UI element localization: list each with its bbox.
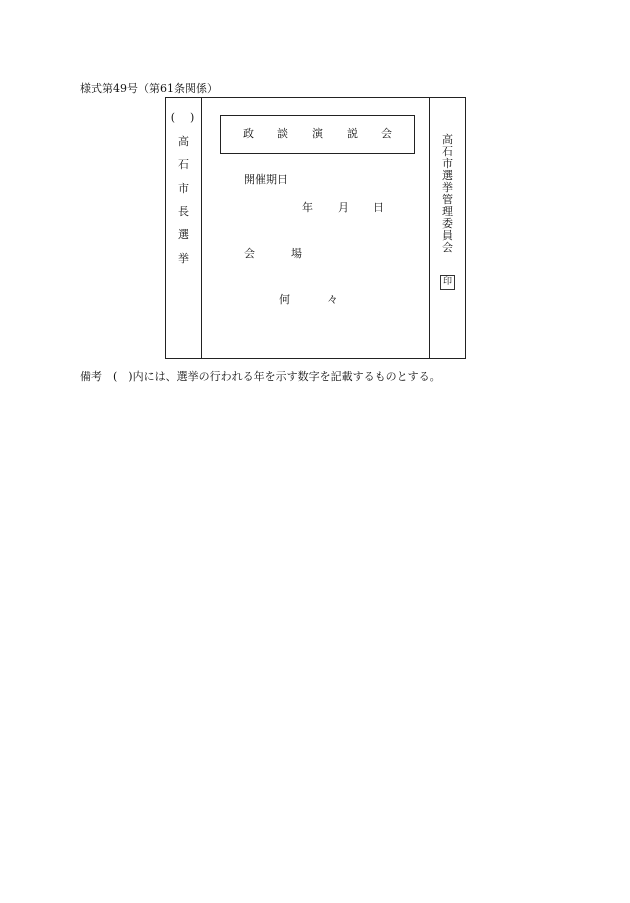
committee-char: 選: [442, 169, 453, 182]
committee-char: 挙: [442, 181, 453, 194]
election-year-parentheses: ( ): [170, 111, 197, 124]
seal-mark: 印: [440, 275, 455, 290]
committee-char: 理: [442, 205, 453, 218]
date-year-unit: 年: [302, 201, 313, 214]
election-name-char: 挙: [178, 252, 189, 265]
date-label: 開催期日: [244, 173, 288, 186]
committee-char: 市: [442, 157, 453, 170]
election-name-char: 選: [178, 228, 189, 241]
form-number-label: 様式第49号（第61条関係）: [80, 82, 218, 95]
committee-char: 管: [442, 193, 453, 206]
title-char: 政: [243, 127, 254, 140]
title-char: 演: [312, 127, 323, 140]
remark-note: 備考 ( )内には、選挙の行われる年を示す数字を記載するものとする。: [80, 370, 441, 383]
title-char: 説: [347, 127, 358, 140]
committee-char: 会: [442, 241, 453, 254]
committee-column: [429, 98, 465, 358]
election-name-char: 市: [178, 182, 189, 195]
election-name-char: 高: [178, 135, 189, 148]
location-char: 何: [279, 293, 290, 306]
committee-char: 石: [442, 145, 453, 158]
election-name-char: 石: [178, 158, 189, 171]
election-name-column: [166, 98, 202, 358]
title-char: 談: [277, 127, 288, 140]
date-month-unit: 月: [338, 201, 349, 214]
venue-label-char: 会: [244, 247, 255, 260]
location-char: 々: [327, 293, 338, 306]
committee-char: 員: [442, 229, 453, 242]
title-char: 会: [381, 127, 392, 140]
venue-label-char: 場: [291, 247, 302, 260]
sign-board-form: [165, 97, 466, 359]
election-name-char: 長: [178, 205, 189, 218]
committee-char: 高: [442, 133, 453, 146]
title-box: [220, 115, 415, 154]
committee-char: 委: [442, 217, 453, 230]
date-day-unit: 日: [373, 201, 384, 214]
